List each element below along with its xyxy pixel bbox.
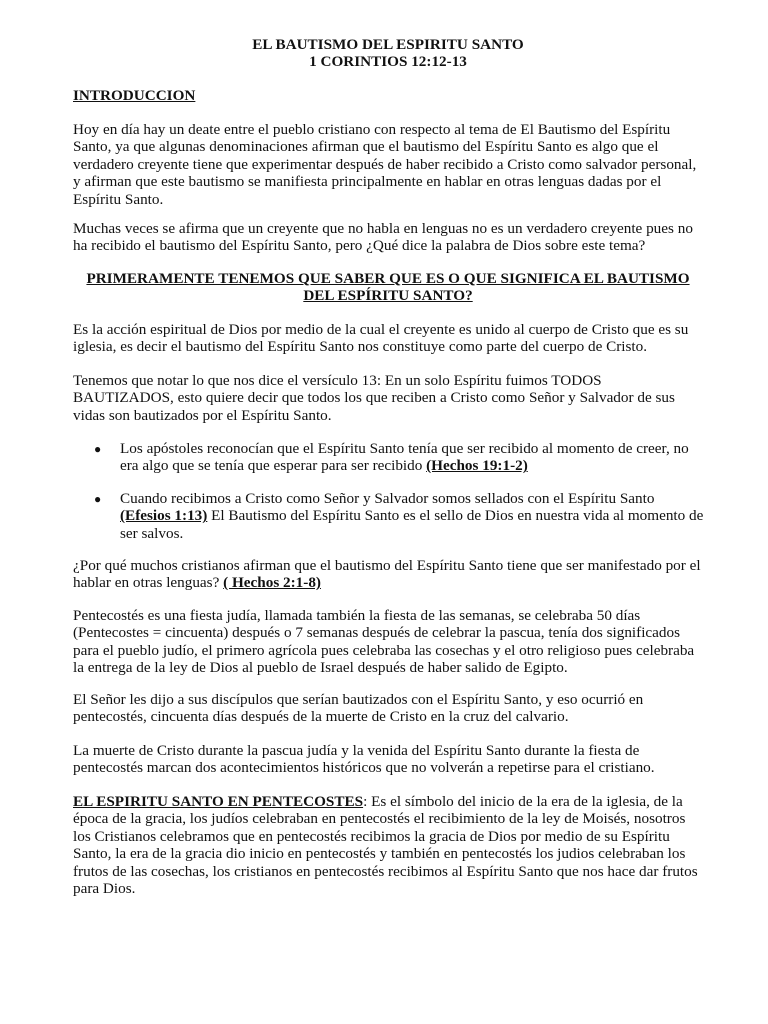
- paragraph-definition: Es la acción espiritual de Dios por medio de la cual el creyente es unido al cuerpo de Cristo que es su iglesia, es decir el bautismo del Espíritu Santo nos constituye como parte del cuerpo de Cristo.: [73, 321, 689, 356]
- document-subtitle: 1 CORINTIOS 12:12-13: [309, 53, 467, 70]
- bullet-item-text: Los apóstoles reconocían que el Espíritu Santo tenía que ser recibido al momento de creer, no era algo que se tenía que esperar para ser recibido: [120, 440, 689, 475]
- document-title: EL BAUTISMO DEL ESPIRITU SANTO: [252, 36, 524, 53]
- paragraph-intro-debate: Hoy en día hay un deate entre el pueblo cristiano con respecto al tema de El Bautismo del Espíritu Santo, ya que algunas denominaciones afirman que el bautismo del Espíritu Santo es algo que el verdadero creyente tiene que experimentar después de haber recibido a Cristo como salvador personal, y afirman que este bautismo se manifiesta principalmente en hablar en otras lenguas dadas por el Espíritu Santo.: [73, 121, 697, 208]
- bullet-marker: ●: [94, 442, 102, 456]
- intro-heading: INTRODUCCION: [73, 87, 196, 104]
- inline-heading: EL ESPIRITU SANTO EN PENTECOSTES: [73, 793, 364, 810]
- paragraph-historic-events: La muerte de Cristo durante la pascua judía y la venida del Espíritu Santo durante la fiesta de pentecostés marcan dos acontecimientos históricos que no volverán a repetirse para el cristiano.: [73, 742, 655, 777]
- paragraph-tongues-question: Muchas veces se afirma que un creyente que no habla en lenguas no es un verdadero creyente pues no ha recibido el bautismo del Espíritu Santo, pero ¿Qué dice la palabra de Dios sobre este tema?: [73, 220, 693, 255]
- bullet-item-apostles: [120, 440, 704, 475]
- paragraph-text: ¿Por qué muchos cristianos afirman que el bautismo del Espíritu Santo tiene que ser manifestado por el hablar en otras lenguas?: [73, 557, 701, 592]
- paragraph-text: : Es el símbolo del inicio de la era de la iglesia, de la época de la gracia, los judíos celebraban en pentecostés el recibimiento de la ley de Moisés, nosotros los Cristianos celebramos que en pentecostés recibimos la gracia de Dios por medio de su Espíritu Santo, la era de la gracia dio inicio en pentecostés y también en pentecostés los judios celebraban los frutos de las cosechas, los cristianos en pentecostés recibimos al Espíritu Santo que nos hace dar frutos para Dios.: [73, 793, 698, 898]
- paragraph-why-tongues: [73, 557, 703, 592]
- paragraph-pentecost-feast: Pentecostés es una fiesta judía, llamada también la fiesta de las semanas, se celebraba 50 días (Pentecostes = cincuenta) después o 7 semanas después de celebrar la pascua, tenía dos significados para el pueblo judío, el primero agrícola pues celebraba las cosechas y el otro religioso pues celebraba la entrega de la ley de Dios al pueblo de Israel después de haber salido de Egipto.: [73, 607, 695, 677]
- scripture-reference: (Efesios 1:13): [120, 507, 208, 525]
- paragraph-spirit-at-pentecost: [73, 793, 703, 897]
- bullet-item-sealed: [120, 490, 704, 542]
- bullet-item-text: Cuando recibimos a Cristo como Señor y Salvador somos sellados con el Espíritu Santo: [120, 490, 655, 507]
- paragraph-disciples: El Señor les dijo a sus discípulos que serían bautizados con el Espíritu Santo, y eso ocurrió en pentecostés, cincuenta días después de la muerte de Cristo en la cruz del calvario.: [73, 691, 644, 726]
- bullet-marker: ●: [94, 492, 102, 506]
- scripture-reference: ( Hechos 2:1-8): [223, 574, 321, 592]
- section-heading: PRIMERAMENTE TENEMOS QUE SABER QUE ES O QUE SIGNIFICA EL BAUTISMO DEL ESPÍRITU SANTO?: [86, 270, 690, 305]
- paragraph-verse-13: Tenemos que notar lo que nos dice el versículo 13: En un solo Espíritu fuimos TODOS BAUTIZADOS, esto quiere decir que todos los que reciben a Cristo como Señor y Salvador de sus vidas son bautizados por el Espíritu Santo.: [73, 372, 675, 424]
- bullet-item-text: El Bautismo del Espíritu Santo es el sello de Dios en nuestra vida al momento de ser salvos.: [120, 507, 704, 542]
- scripture-reference: (Hechos 19:1-2): [426, 457, 528, 475]
